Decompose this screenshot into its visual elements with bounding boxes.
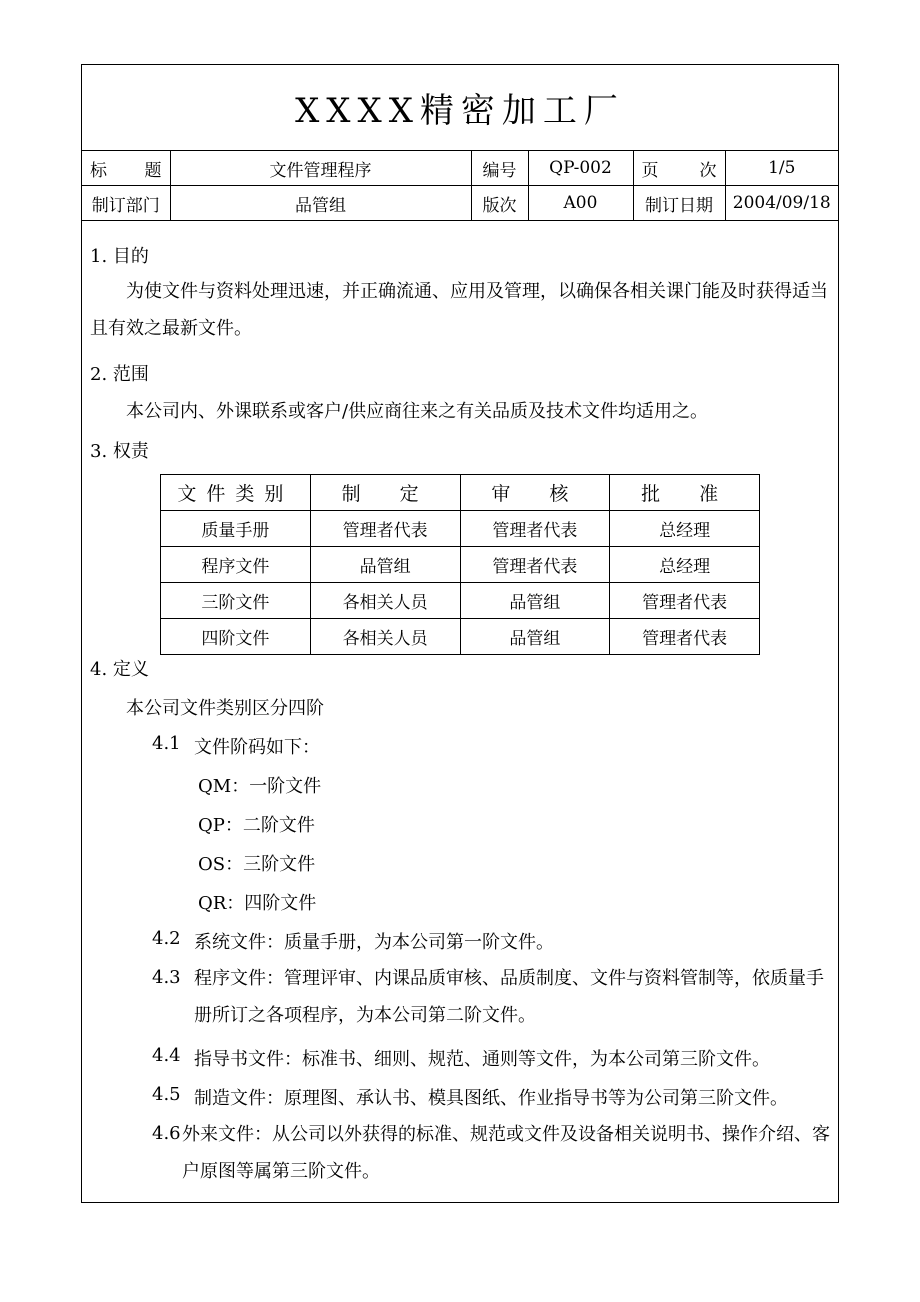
section-1-heading: 1. 目的 [90,246,149,267]
def-4-4-num: 4.4 [152,1045,181,1066]
label-revision: 版次 [471,186,528,221]
authority-header-cell: 批 准 [610,475,760,511]
value-date: 2004/09/18 [725,186,838,221]
label-title: 标 题 [82,151,170,186]
def-4-5-num: 4.5 [152,1084,181,1105]
table-row [161,583,760,619]
def-4-2-num: 4.2 [152,928,181,949]
value-department: 品管组 [170,186,471,221]
company-title: XXXX精密加工厂 [82,65,838,151]
code-qm: QM：一阶文件 [198,776,322,797]
section-3-heading: 3. 权责 [90,441,149,462]
table-row [161,547,760,583]
def-4-6-text: 外来文件：从公司以外获得的标准、规范或文件及设备相关说明书、操作介绍、客户原图等属第三阶文件。 [182,1124,830,1182]
authority-header-cell: 制 定 [310,475,460,511]
table-cell: 总经理 [610,547,760,583]
label-department: 制订部门 [82,186,170,221]
table-cell: 各相关人员 [310,583,460,619]
def-4-2-text: 系统文件：质量手册，为本公司第一阶文件。 [194,932,554,953]
authority-header-cell: 审 核 [460,475,610,511]
label-number: 编号 [471,151,528,186]
def-4-6-num: 4.6 [152,1123,181,1144]
section-2-heading: 2. 范围 [90,364,149,385]
value-title: 文件管理程序 [170,151,471,186]
def-4-1-num: 4.1 [152,733,181,754]
table-cell: 四阶文件 [161,619,311,655]
authority-header-cell: 文件类别 [161,475,311,511]
table-cell: 程序文件 [161,547,311,583]
def-4-1-text: 文件阶码如下： [194,737,320,758]
document-frame [81,64,839,1203]
authority-header-row [161,475,760,511]
section-4-intro: 本公司文件类别区分四阶 [126,698,324,719]
code-qp: QP：二阶文件 [198,815,315,836]
header-row-title [82,151,838,186]
value-revision: A00 [528,186,633,221]
table-cell: 品管组 [460,619,610,655]
authority-table [160,474,760,655]
table-cell: 品管组 [460,583,610,619]
table-row [161,619,760,655]
table-cell: 总经理 [610,511,760,547]
table-cell: 管理者代表 [610,619,760,655]
table-cell: 管理者代表 [610,583,760,619]
document-header-table [82,151,838,221]
table-cell: 品管组 [310,547,460,583]
def-4-4-text: 指导书文件：标准书、细则、规范、通则等文件，为本公司第三阶文件。 [194,1049,770,1070]
table-cell: 管理者代表 [460,511,610,547]
table-cell: 各相关人员 [310,619,460,655]
section-4-heading: 4. 定义 [90,659,149,680]
header-row-dept [82,186,838,221]
value-number: QP-002 [528,151,633,186]
section-2-text: 本公司内、外课联系或客户/供应商往来之有关品质及技术文件均适用之。 [126,401,709,422]
label-page: 页 次 [633,151,725,186]
table-cell: 管理者代表 [460,547,610,583]
table-cell: 三阶文件 [161,583,311,619]
value-page: 1/5 [725,151,838,186]
def-4-3-text: 程序文件：管理评审、内课品质审核、品质制度、文件与资料管制等，依质量手册所订之各项程序，为本公司第二阶文件。 [194,968,824,1026]
code-os: OS：三阶文件 [198,854,316,875]
section-1-text: 为使文件与资料处理迅速，并正确流通、应用及管理，以确保各相关课门能及时获得适当且有效之最新文件。 [90,281,828,339]
def-4-5-text: 制造文件：原理图、承认书、模具图纸、作业指导书等为公司第三阶文件。 [194,1088,788,1109]
table-cell: 管理者代表 [310,511,460,547]
code-qr: QR：四阶文件 [198,893,317,914]
table-cell: 质量手册 [161,511,311,547]
def-4-3-num: 4.3 [152,967,181,988]
table-row [161,511,760,547]
label-date: 制订日期 [633,186,725,221]
